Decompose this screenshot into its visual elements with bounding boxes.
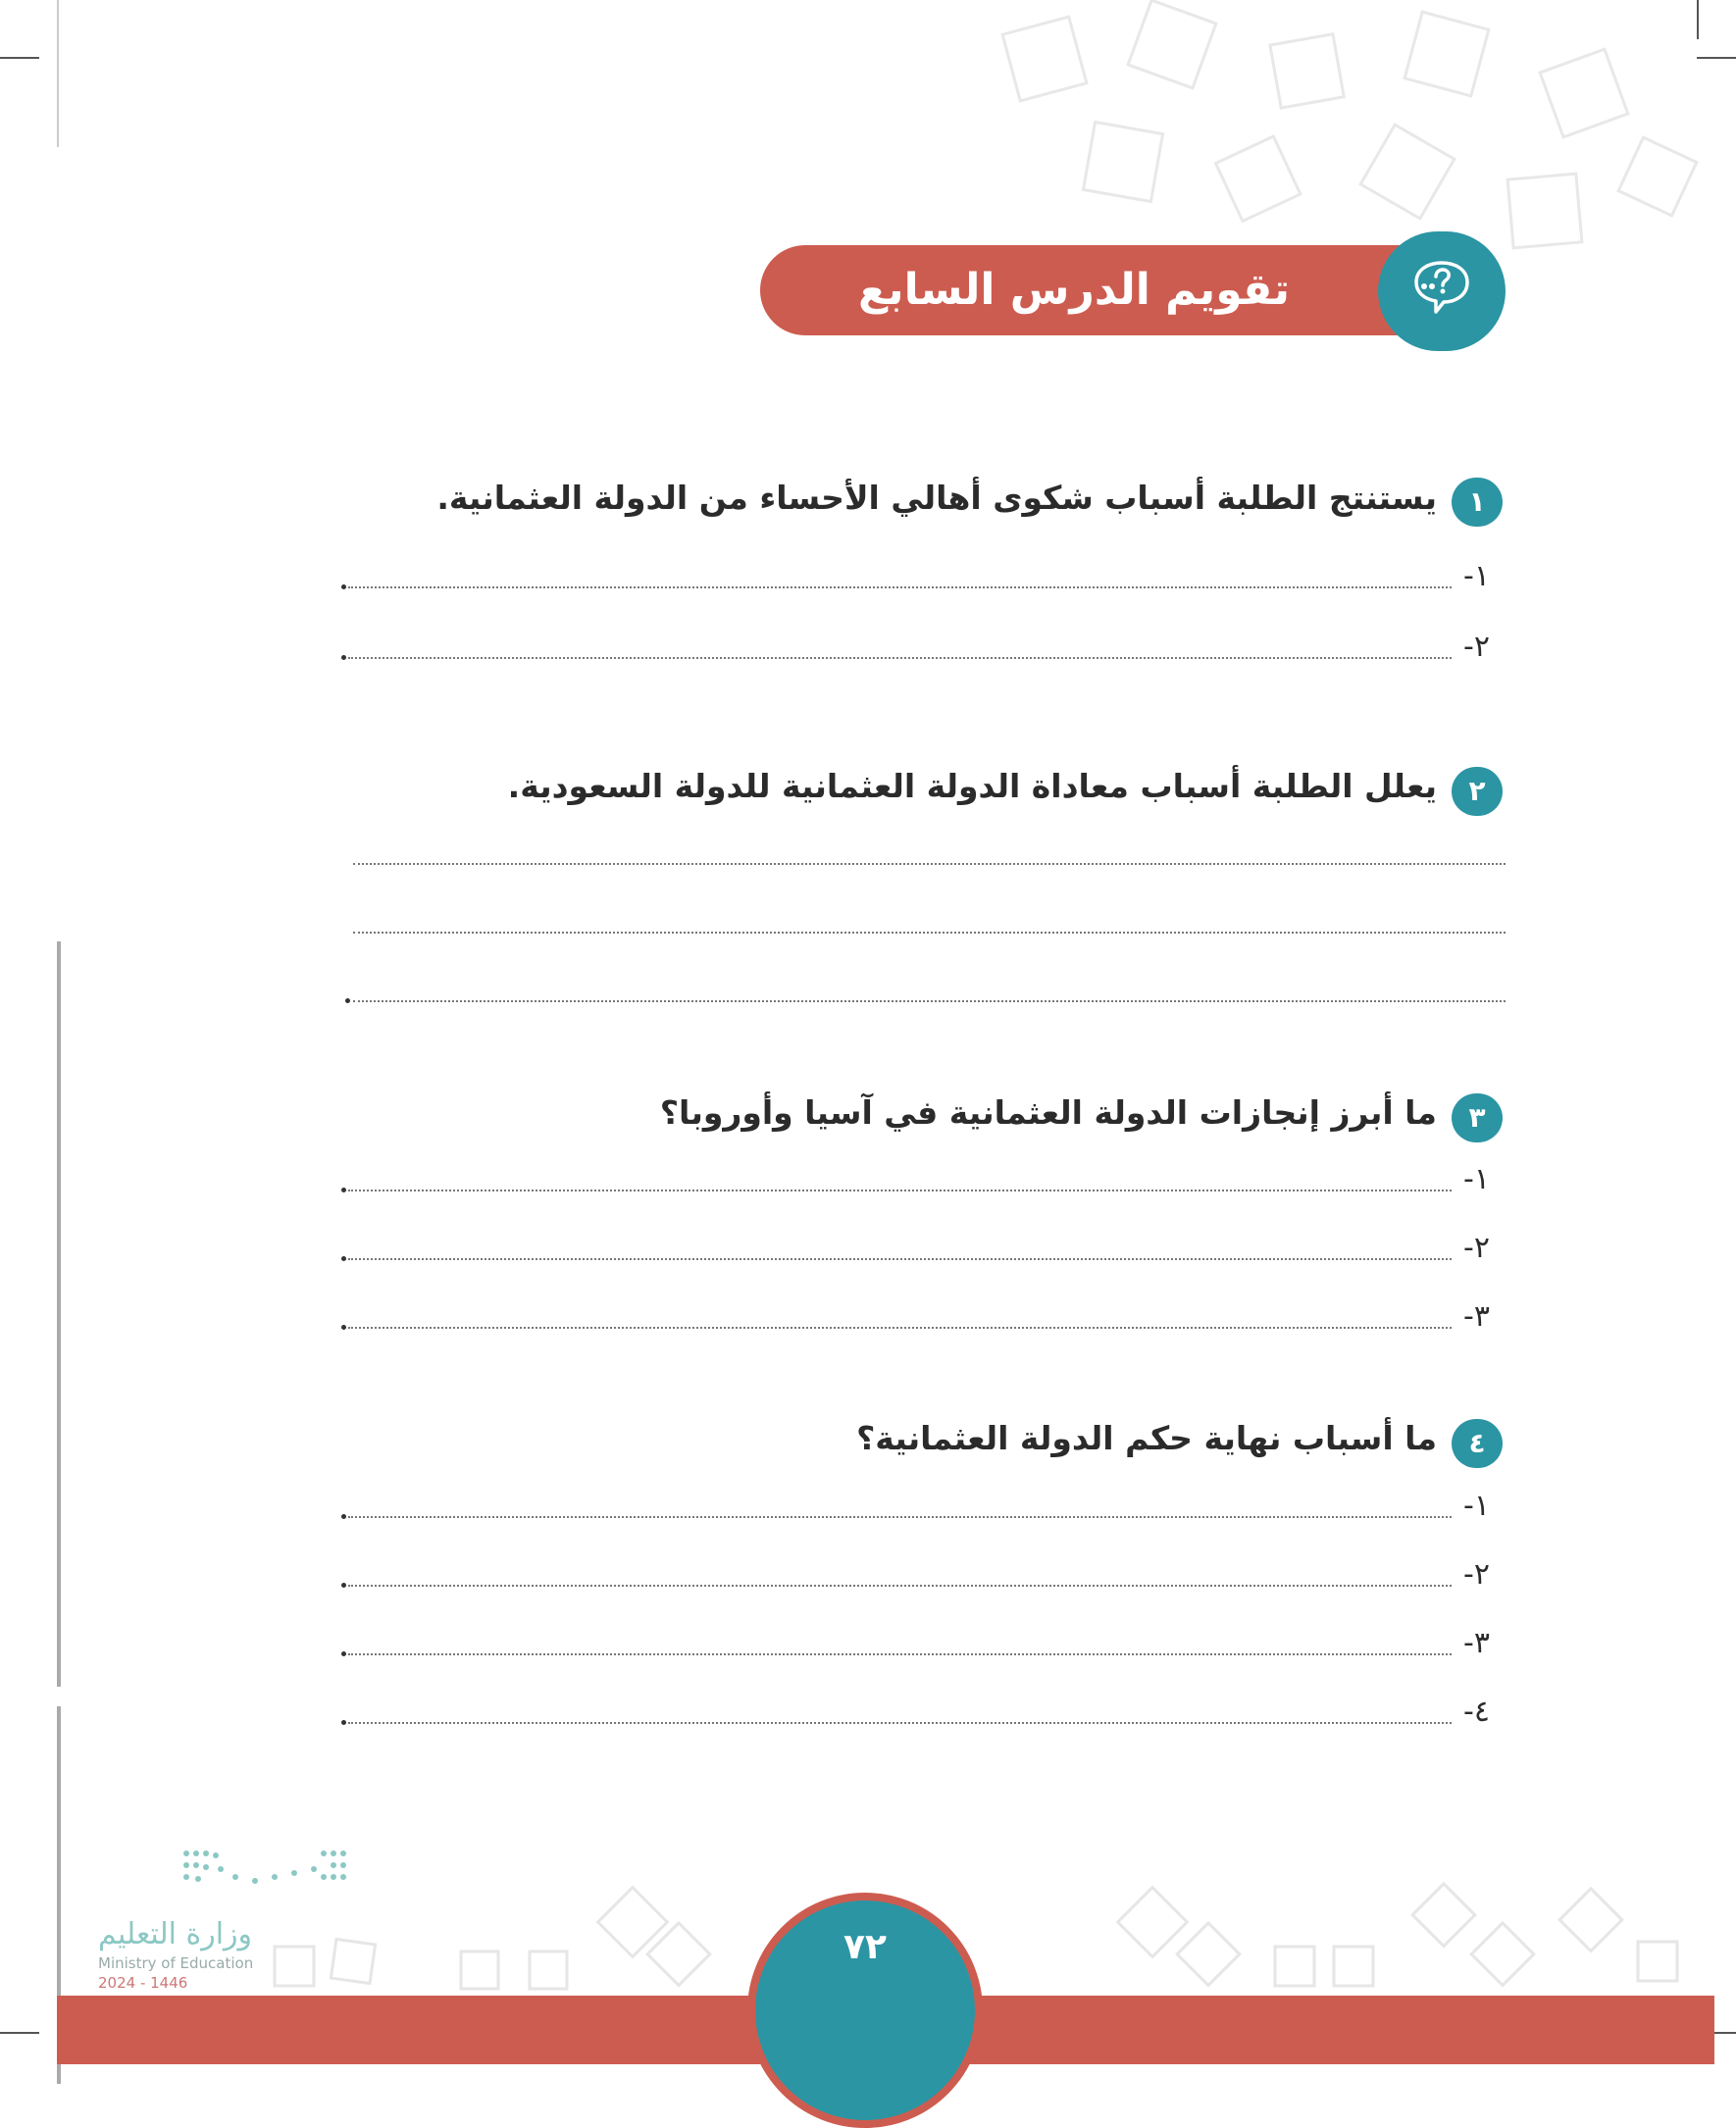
ministry-logo-subtext: Ministry of Education xyxy=(98,1954,254,1972)
answer-line[interactable] xyxy=(348,1516,1452,1518)
answer-item-number: ١- xyxy=(1463,1162,1490,1196)
answer-item-number: ١- xyxy=(1463,559,1490,593)
ministry-logo-year: 2024 - 1446 xyxy=(98,1974,188,1992)
answer-line-end-dot xyxy=(341,655,346,660)
question-chat-icon xyxy=(1403,253,1481,329)
answer-line[interactable] xyxy=(348,1190,1452,1191)
answer-item-number: ٤- xyxy=(1463,1695,1490,1729)
answer-line-end-dot xyxy=(341,1583,346,1588)
crop-mark xyxy=(0,57,39,59)
question-text: ما أسباب نهاية حكم الدولة العثمانية؟ xyxy=(856,1419,1437,1457)
crop-mark xyxy=(57,941,61,1687)
answer-item-number: ٢- xyxy=(1463,1231,1490,1265)
answer-line[interactable] xyxy=(348,1585,1452,1587)
answer-line-end-dot xyxy=(345,998,350,1003)
answer-line[interactable] xyxy=(348,657,1452,659)
answer-item-number: ٢- xyxy=(1463,630,1490,664)
answer-item-number: ٣- xyxy=(1463,1626,1490,1660)
ministry-logo-text: وزارة التعليم xyxy=(98,1917,253,1951)
answer-line[interactable] xyxy=(353,863,1506,865)
answer-line[interactable] xyxy=(353,932,1506,934)
question-text: يعلل الطلبة أسباب معاداة الدولة العثمانية للدولة السعودية. xyxy=(507,767,1437,805)
answer-line[interactable] xyxy=(348,1327,1452,1329)
answer-line-end-dot xyxy=(341,584,346,589)
question-number-badge: ٣ xyxy=(1452,1093,1503,1142)
page-title: تقويم الدرس السابع xyxy=(858,265,1290,315)
answer-line[interactable] xyxy=(348,1258,1452,1260)
answer-line[interactable] xyxy=(348,586,1452,588)
answer-line-end-dot xyxy=(341,1256,346,1261)
crop-mark xyxy=(0,2032,39,2034)
answer-line[interactable] xyxy=(348,1722,1452,1724)
crop-mark xyxy=(57,0,59,147)
question-number-badge: ١ xyxy=(1452,478,1503,527)
question-text: يستنتج الطلبة أسباب شكوى أهالي الأحساء من الدولة العثمانية. xyxy=(436,479,1437,517)
answer-line-end-dot xyxy=(341,1720,346,1725)
answer-item-number: ٢- xyxy=(1463,1557,1490,1592)
question-number-badge: ٤ xyxy=(1452,1419,1503,1468)
answer-line-end-dot xyxy=(341,1651,346,1656)
answer-line[interactable] xyxy=(348,1653,1452,1655)
answer-line[interactable] xyxy=(353,1000,1506,1002)
ministry-logo-icon xyxy=(177,1844,353,1893)
answer-line-end-dot xyxy=(341,1188,346,1192)
page-number: ٧٢ xyxy=(843,1927,887,1967)
answer-item-number: ٣- xyxy=(1463,1299,1490,1334)
question-number-badge: ٢ xyxy=(1452,767,1503,816)
answer-line-end-dot xyxy=(341,1514,346,1519)
answer-item-number: ١- xyxy=(1463,1489,1490,1523)
question-text: ما أبرز إنجازات الدولة العثمانية في آسيا وأوروبا؟ xyxy=(659,1093,1437,1132)
answer-line-end-dot xyxy=(341,1325,346,1330)
